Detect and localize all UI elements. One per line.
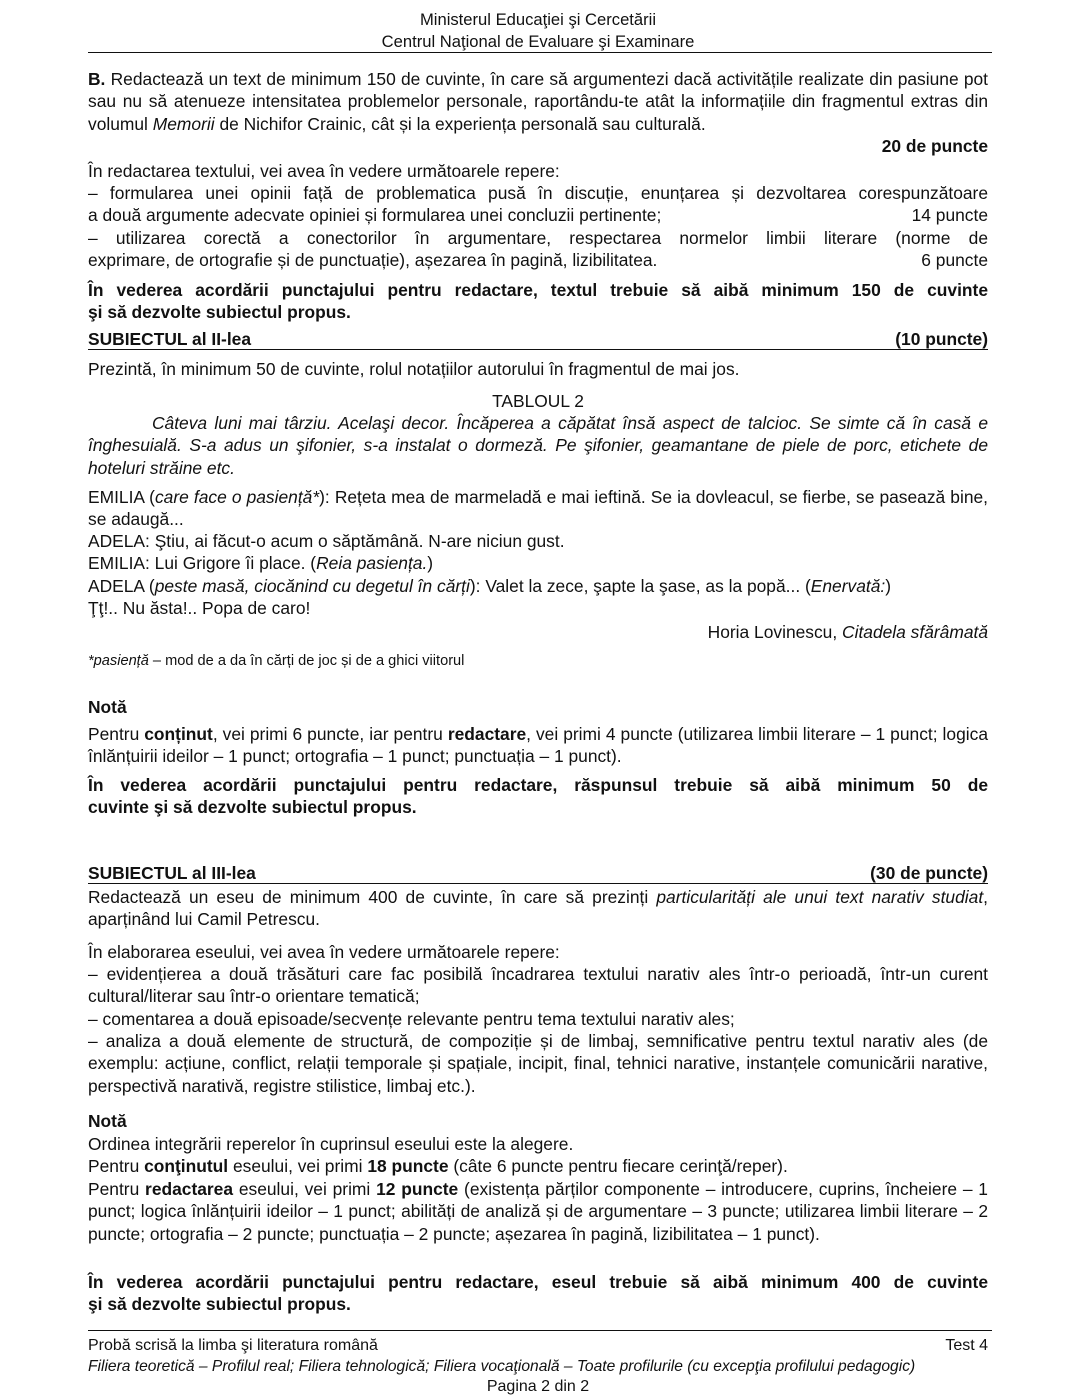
dialogue-adela-2: ADELA (peste masă, ciocănind cu degetul în cărți): Valet la zece, şapte la şase, as la popă... (Enervată:): [88, 576, 892, 596]
section-2-heading: [88, 329, 988, 350]
work-title: Citadela sfărâmată: [842, 622, 988, 642]
section-3-heading: [88, 863, 988, 884]
memorii-title: Memorii: [152, 113, 215, 134]
criterion-2-line2: exprimare, de ortografie și de punctuație), așezarea în pagină, lizibilitatea. 6 puncte: [88, 250, 988, 270]
section-3-task: Redactează un eseu de minimum 400 de cuvinte, în care să prezinți particularități ale unui text narativ studiat, aparținând lui Camil Petrescu.: [88, 887, 988, 930]
section-2-requirement: În vederea acordării punctajului pentru redactare, răspunsul trebuie să aibă minimum 50 de cuvinte şi să dezvolte subiectul propus.: [88, 775, 988, 818]
section-3-title: SUBIECTUL al III-lea: [88, 863, 256, 883]
header-rule: [88, 52, 992, 53]
section-3-note-1: Ordinea integrării reperelor în cuprinsul eseului este la alegere.: [88, 1134, 574, 1154]
footer-subject: Probă scrisă la limba şi literatura română: [88, 1337, 378, 1354]
criterion-1-line1: – formularea unei opinii față de problematica pusă în discuție, enunțarea și dezvoltarea corespunzătoare: [88, 183, 988, 203]
part-b-label: B.: [88, 69, 106, 89]
section-3-requirement: În vederea acordării punctajului pentru redactare, eseul trebuie să aibă minimum 400 de cuvinte şi să dezvolte subiectul propus.: [88, 1272, 988, 1315]
section-3-reper-1: – evidențierea a două trăsături care fac posibilă încadrarea textului narativ ales într-o perioadă, într-un curent cultural/literar sau într-o orientare tematică;: [88, 964, 988, 1007]
criterion-1-line2: a două argumente adecvate opiniei și formularea unei concluzii pertinente; 14 puncte: [88, 205, 988, 225]
page-header: [88, 9, 988, 53]
criterion-2-line1: – utilizarea corectă a conectorilor în argumentare, respectarea normelor limbii literare (norme de: [88, 228, 988, 248]
dialogue-adela-1: ADELA: Ştiu, ai făcut-o acum o săptămână. N-are niciun gust.: [88, 531, 565, 551]
tablou-heading: TABLOUL 2: [492, 391, 584, 411]
header-ministry: Ministerul Educaţiei şi Cercetării: [419, 10, 657, 29]
part-b-prompt: B. Redactează un text de minimum 150 de cuvinte, în care să argumentezi dacă activitățile realizate din pasiune pot sau nu să atenueze intensitatea problemelor personale, raportându-te atât la informațiile din fragmentul extras din volumul Memorii de Nichifor Crainic, cât și la experiența personală sau culturală.: [88, 69, 988, 134]
part-b-intro: În redactarea textului, vei avea în vedere următoarele repere:: [88, 161, 560, 181]
dialogue-emilia-2: EMILIA: Lui Grigore îi place. (Reia pasiența.): [88, 553, 434, 573]
section-2-note: Pentru conținut, vei primi 6 puncte, iar pentru redactare, vei primi 4 puncte (utilizarea limbii literare – 1 punct; logica înlănțuirii ideilor – 1 punct; ortografia – 1 punct; punctuația – 1 punct).: [88, 724, 988, 767]
stage-directions: Câteva luni mai târziu. Acelaşi decor. Încăperea a căpătat însă aspect de talcioc. Se simte că în casă e înghesuială. S-a adus un şifonier, s-a instalat o dormeză. Pe şifonier, geamantane de piele de porc, etichete de hoteluri străine etc.: [88, 413, 988, 478]
section-3-reper-3: – analiza a două elemente de structură, de compoziție și de limbaj, semnificative pentru textul narativ ales (de exemplu: acțiune, conflict, relații temporale și spațiale, incipit, final, tehnici narative, instanțele comunicării narative, perspectivă narativă, registre stilistice, limbaj etc.).: [88, 1031, 988, 1096]
footnote: *pasiență – mod de a da în cărți de joc și de a ghici viitorul: [88, 653, 465, 669]
section-3-points: (30 de puncte): [870, 863, 988, 883]
criterion-1-points: 14 puncte: [911, 205, 988, 225]
footer-rule: [88, 1330, 992, 1331]
footer-test: Test 4: [945, 1337, 988, 1354]
footer-line-2: Filiera teoretică – Profilul real; Filiera tehnologică; Filiera vocaţională – Toate profilurile (cu excepţia profilului pedagogic): [88, 1358, 916, 1375]
dialogue-adela-3: Ţţ!.. Nu ăsta!.. Popa de caro!: [88, 598, 311, 618]
footer-line-1: [88, 1335, 988, 1356]
header-center: Centrul Naţional de Evaluare şi Examinare: [381, 32, 695, 51]
source-citation: Horia Lovinescu, Citadela sfărâmată: [707, 622, 988, 642]
section-3-intro: În elaborarea eseului, vei avea în vedere următoarele repere:: [88, 942, 560, 962]
section-2-note-title: Notă: [88, 697, 127, 717]
section-3-note-3: Pentru redactarea eseului, vei primi 12 puncte (existența părților componente – introducere, cuprins, încheiere – 1 punct; logica înlănțuirii ideilor – 1 punct; abilități de analiză și de argumentare – 3 puncte; utilizarea limbii literare – 2 puncte; ortografia – 2 puncte; punctuația – 2 puncte; așezarea în pagină, lizibilitatea – 1 punct).: [88, 1179, 988, 1244]
section-2-points: (10 puncte): [895, 329, 988, 349]
part-b-requirement: În vederea acordării punctajului pentru redactare, textul trebuie să aibă minimum 150 de cuvinte şi să dezvolte subiectul propus.: [88, 280, 988, 323]
section-2-task: Prezintă, în minimum 50 de cuvinte, rolul notațiilor autorului în fragmentul de mai jos.: [88, 359, 740, 379]
section-3-note-2: Pentru conţinutul eseului, vei primi 18 puncte (câte 6 puncte pentru fiecare cerinţă/reper).: [88, 1156, 788, 1176]
criterion-2-points: 6 puncte: [921, 250, 988, 270]
section-3-reper-2: – comentarea a două episoade/secvențe relevante pentru tema textului narativ ales;: [88, 1009, 735, 1029]
section-3-note-title: Notă: [88, 1111, 127, 1131]
section-2-title: SUBIECTUL al II-lea: [88, 329, 251, 349]
dialogue-emilia-1: EMILIA (care face o pasiență*): Rețeta mea de marmeladă e mai ieftină. Se ia dovleacul, se fierbe, se pasează bine, se adaugă...: [88, 487, 989, 530]
part-b-points: 20 de puncte: [881, 136, 988, 156]
footer-page-number: Pagina 2 din 2: [486, 1378, 590, 1395]
